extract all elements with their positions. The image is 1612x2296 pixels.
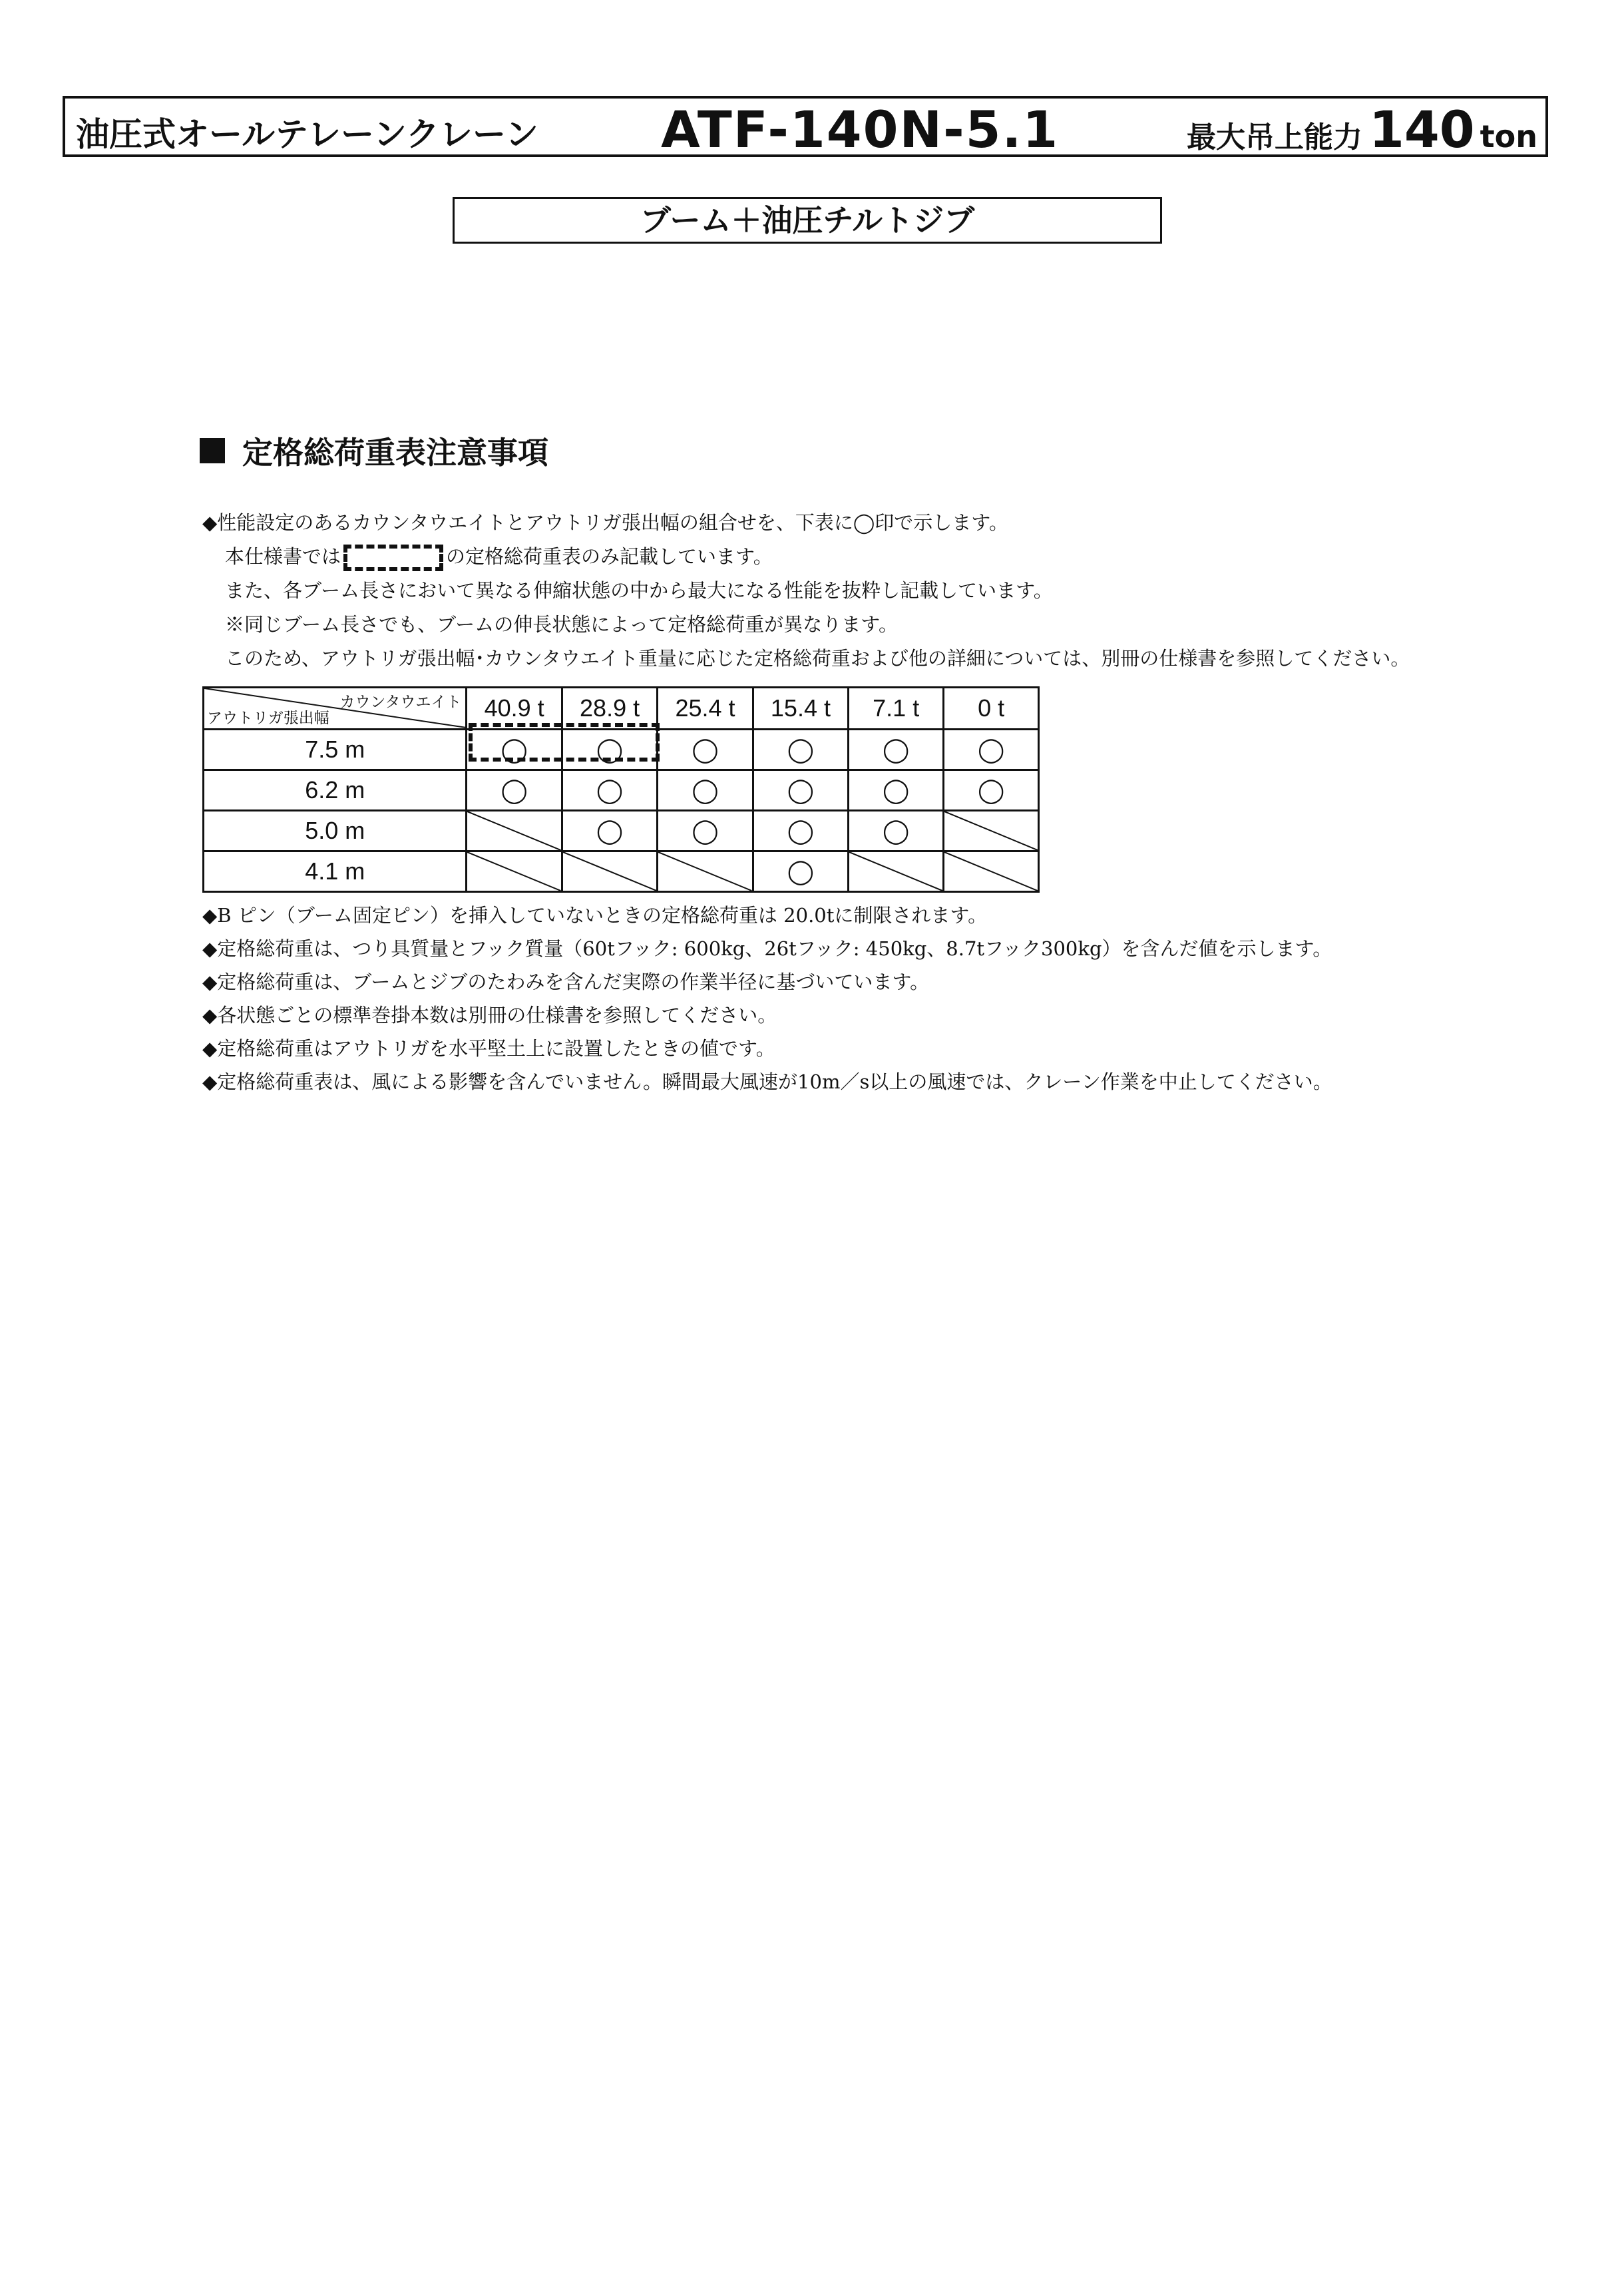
circle-mark-icon: ◯: [883, 736, 910, 763]
note-line: また、各ブーム長さにおいて異なる伸縮状態の中から最大になる性能を抜粋し記載しています。: [225, 579, 1053, 602]
circle-mark-icon: ◯: [787, 817, 815, 844]
table-row: [204, 811, 1039, 851]
circle-mark-icon: ◯: [977, 736, 1005, 763]
circle-mark-icon: ◯: [596, 817, 624, 844]
notes-bottom: [202, 899, 1332, 1098]
diagonal-slash-icon: [849, 852, 942, 891]
diagonal-slash-icon: [563, 852, 656, 891]
available-cell: [467, 770, 562, 811]
table-row: [204, 851, 1039, 892]
unavailable-cell: [658, 851, 753, 892]
outrigger-width-label: 6.2 m: [204, 770, 467, 811]
available-cell: [753, 811, 848, 851]
column-header: 40.9 t: [467, 688, 562, 730]
unavailable-cell: [467, 851, 562, 892]
diagonal-slash-icon: [467, 852, 560, 891]
circle-mark-icon: ◯: [692, 817, 719, 844]
available-cell: [849, 770, 944, 811]
note-text: の定格総荷重表のみ記載しています。: [446, 545, 773, 568]
diagonal-slash-icon: [467, 811, 560, 850]
table-corner-cell: [204, 688, 467, 730]
note-line: ◆定格総荷重はアウトリガを水平堅土上に設置したときの値です。: [202, 1037, 775, 1060]
circle-mark-icon: ◯: [787, 736, 815, 763]
capacity-label: 最大吊上能力: [1187, 120, 1362, 154]
available-cell: [562, 811, 657, 851]
available-cell: [944, 770, 1039, 811]
outrigger-width-label: 4.1 m: [204, 851, 467, 892]
note-line: ◆定格総荷重は、ブームとジブのたわみを含んだ実際の作業半径に基づいています。: [202, 971, 930, 993]
note-text: 本仕様書では: [225, 545, 341, 568]
circle-mark-icon: ◯: [787, 776, 815, 804]
max-capacity: [1187, 100, 1537, 159]
circle-mark-icon: ◯: [787, 857, 815, 885]
available-cell: [753, 770, 848, 811]
column-header: 15.4 t: [753, 688, 848, 730]
circle-mark-icon: ◯: [883, 776, 910, 804]
circle-mark-icon: ◯: [883, 817, 910, 844]
note-line: このため、アウトリガ張出幅･カウンタウエイト重量に応じた定格総荷重および他の詳細については、別冊の仕様書を参照してください。: [225, 647, 1410, 670]
available-cell: [753, 730, 848, 770]
unavailable-cell: [944, 851, 1039, 892]
circle-mark-icon: ◯: [501, 736, 528, 763]
unavailable-cell: [562, 851, 657, 892]
available-cell: [562, 770, 657, 811]
configuration-subtitle: ブーム＋油圧チルトジブ: [453, 197, 1162, 244]
specified-combination-highlight: [469, 723, 660, 762]
note-line: ◆定格総荷重表は、風による影響を含んでいません。瞬間最大風速が10m／s以上の風速では、クレーン作業を中止してください。: [202, 1070, 1332, 1093]
available-cell: [658, 770, 753, 811]
unavailable-cell: [467, 811, 562, 851]
circle-mark-icon: ◯: [596, 776, 624, 804]
table-row: [204, 770, 1039, 811]
circle-mark-icon: ◯: [692, 776, 719, 804]
model-number: ATF-140N-5.1: [661, 100, 1060, 159]
note-line: [202, 540, 1410, 574]
unavailable-cell: [849, 851, 944, 892]
available-cell: [849, 811, 944, 851]
capacity-unit: ton: [1480, 118, 1537, 154]
note-line: ◆B ピン（ブーム固定ピン）を挿入していないときの定格総荷重は 20.0tに制限されます。: [202, 904, 988, 927]
circle-mark-icon: ◯: [501, 776, 528, 804]
capacity-value: 140: [1369, 100, 1475, 159]
outrigger-width-label: 7.5 m: [204, 730, 467, 770]
column-header: 28.9 t: [562, 688, 657, 730]
circle-mark-icon: ◯: [596, 736, 624, 763]
available-cell: [753, 851, 848, 892]
available-cell: [849, 730, 944, 770]
section-heading-text: 定格総荷重表注意事項: [242, 435, 548, 471]
note-line: ※同じブーム長さでも、ブームの伸長状態によって定格総荷重が異なります。: [225, 613, 898, 636]
square-bullet-icon: [200, 438, 225, 463]
available-cell: [944, 730, 1039, 770]
dashed-box-legend: [343, 545, 443, 571]
combination-table: [202, 686, 1040, 886]
note-line: ◆性能設定のあるカウンタウエイトとアウトリガ張出幅の組合せを、下表に◯印で示します。: [202, 511, 1008, 534]
combination-grid: [202, 686, 1040, 893]
available-cell: [658, 730, 753, 770]
counterweight-axis-label: カウンタウエイト: [339, 693, 462, 710]
note-line: ◆定格総荷重は、つり具質量とフック質量（60tフック: 600kg、26tフック: 450kg、8.7tフック300kg）を含んだ値を示します。: [202, 937, 1332, 960]
circle-mark-icon: ◯: [977, 776, 1005, 804]
diagonal-slash-icon: [658, 852, 751, 891]
column-header: 7.1 t: [849, 688, 944, 730]
notes-top: [202, 506, 1410, 676]
note-line: ◆各状態ごとの標準巻掛本数は別冊の仕様書を参照してください。: [202, 1004, 777, 1027]
circle-mark-icon: ◯: [692, 736, 719, 763]
available-cell: [658, 811, 753, 851]
outrigger-axis-label: アウトリガ張出幅: [207, 709, 329, 726]
unavailable-cell: [944, 811, 1039, 851]
diagonal-slash-icon: [944, 852, 1038, 891]
diagonal-slash-icon: [944, 811, 1038, 850]
crane-type-title: 油圧式オールテレーンクレーン: [76, 115, 538, 154]
header-box: [63, 96, 1548, 157]
section-heading: [200, 429, 548, 473]
outrigger-width-label: 5.0 m: [204, 811, 467, 851]
column-header: 0 t: [944, 688, 1039, 730]
column-header: 25.4 t: [658, 688, 753, 730]
